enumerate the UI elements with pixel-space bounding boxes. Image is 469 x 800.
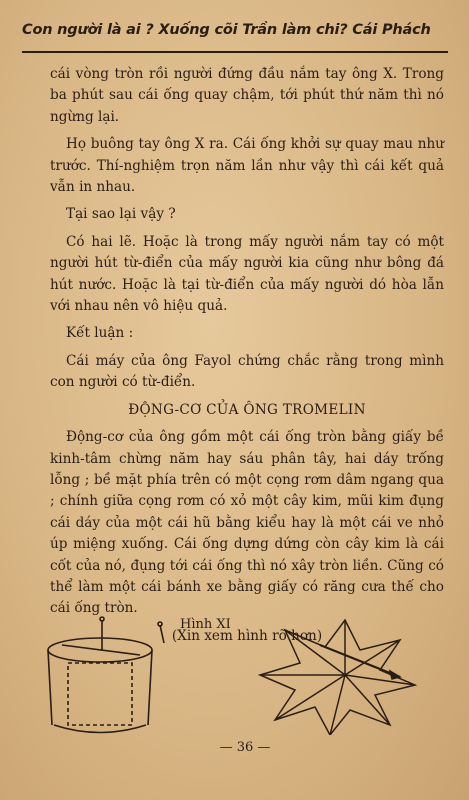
paragraph-tromelin: Động-cơ của ông gồm một cái ống tròn bằng giấy bề kinh-tâm chừng năm hay sáu phân tây, hai dáy trống lỗng ; bề mặt phía trên có một cọng rơm dâm ngang qua ; chính giữa cọng rơm có xỏ một cây kim, mũi kim đụng cái dáy của một cái hũ bằng kiểu hay là một cái ve nhỏ úp miệng xuống. Cái ống dựng dứng còn cây kim là cái cốt của nó, đụng tới cái ống thì nó xây tròn liền. Cũng có thể làm một cái bánh xe bằng giấy có răng cưa thế cho cái ống tròn. [50,429,444,617]
paragraph-question: Tại sao lại vậy ? [66,206,176,223]
page-number: — 36 — [219,740,271,755]
paragraph-conclusion-label: Kết luận : [66,325,134,342]
page-body [50,64,444,647]
running-header: Con người là ai ? Xuống cõi Trần làm chi? Cái Phách [22,22,431,38]
figure-caption: Hình XI [180,617,231,632]
paragraph-continuation: cái vòng tròn rồi người đứng đầu nắm tay ông X. Trong ba phút sau cái ống quay chậm, tới phút thứ năm thì nó ngừng lại. [50,66,444,125]
figure-illustration [40,615,440,735]
cylinder-drawing [48,617,164,733]
figure-note: (Xin xem hình rõ hơn) [171,627,323,644]
header-rule [22,51,448,53]
paragraph-conclusion: Cái máy của ông Fayol chứng chắc rằng trong mình con người có từ-điển. [50,352,444,391]
star-wheel-drawing [260,620,415,735]
section-title: ĐỘNG-CƠ CỦA ÔNG TROMELIN [128,401,366,418]
paragraph-explanation: Có hai lẽ. Hoặc là trong mấy người nắm tay có một người hút từ-điển của mấy người kia cũng như bông đá hút nước. Hoặc là tại từ-điển của mấy người dó hòa lẫn với nhau nên vô hiệu quả. [50,233,444,315]
paragraph-release: Họ buông tay ông X ra. Cái ống khởi sự quay mau như trước. Thí-nghiệm trọn năm lần như vậy thì cái kết quả vẫn in nhau. [50,136,444,196]
